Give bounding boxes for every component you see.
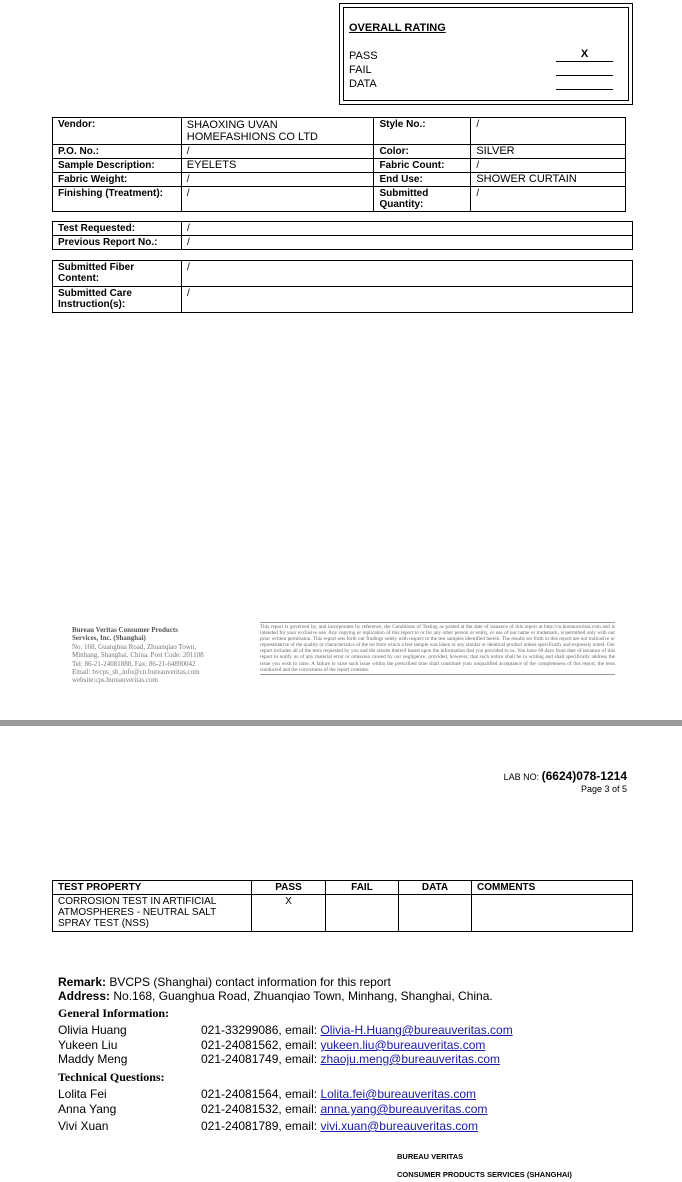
technical-questions-heading: Technical Questions: xyxy=(58,1070,165,1084)
submitted-quantity-value: / xyxy=(471,187,626,212)
header-data: DATA xyxy=(399,881,472,895)
rating-data-label: DATA xyxy=(349,78,377,90)
fabric-weight-value: / xyxy=(181,173,374,187)
contact-info xyxy=(201,1038,485,1052)
rating-data-mark xyxy=(556,76,613,90)
rating-fail-label: FAIL xyxy=(349,64,372,76)
contact-email-link[interactable]: Olivia-H.Huang@bureauveritas.com xyxy=(320,1023,513,1037)
bv-footer-line1: BUREAU VERITAS xyxy=(397,1152,464,1161)
po-label: P.O. No.: xyxy=(53,145,182,159)
finishing-value: / xyxy=(181,187,374,212)
test-requested-label: Test Requested: xyxy=(53,222,182,236)
contact-name: Maddy Meng xyxy=(58,1052,128,1066)
previous-report-value: / xyxy=(182,236,633,250)
contact-email-link[interactable]: vivi.xuan@bureauveritas.com xyxy=(320,1119,479,1133)
contact-name: Olivia Huang xyxy=(58,1023,127,1037)
color-label: Color: xyxy=(374,145,471,159)
contact-phone: 021-24081532, email: xyxy=(201,1102,318,1116)
fail-cell xyxy=(326,895,399,932)
remark-text: BVCPS (Shanghai) contact information for this report xyxy=(109,975,391,989)
address-line1: No. 168, Guanghua Road, Zhuanqiao Town, xyxy=(72,642,197,651)
contact-name: Vivi Xuan xyxy=(58,1119,109,1133)
lab-no-value: (6624)078-1214 xyxy=(541,769,627,783)
page-number: Page 3 of 5 xyxy=(580,784,627,794)
comments-cell xyxy=(472,895,633,932)
contact-phone: 021-24081564, email: xyxy=(201,1087,318,1101)
contact-email-link[interactable]: yukeen.liu@bureauveritas.com xyxy=(320,1038,486,1052)
overall-rating-title: OVERALL RATING xyxy=(349,22,446,34)
bv-company-address-block xyxy=(72,626,257,685)
footer-email: Email: bvcps_sh_info@cn.bureauveritas.com xyxy=(72,668,200,677)
company-line1: Bureau Veritas Consumer Products xyxy=(72,626,178,634)
finishing-label: Finishing (Treatment): xyxy=(53,187,182,212)
end-use-label: End Use: xyxy=(374,173,471,187)
style-value: / xyxy=(471,118,626,145)
fabric-count-label: Fabric Count: xyxy=(374,159,471,173)
care-instruction-value: / xyxy=(182,287,633,313)
sample-description-label: Sample Description: xyxy=(53,159,182,173)
contact-email-link[interactable]: Lolita.fei@bureauveritas.com xyxy=(320,1087,477,1101)
contact-email-link[interactable]: anna.yang@bureauveritas.com xyxy=(320,1102,488,1116)
data-cell xyxy=(399,895,472,932)
rating-pass-label: PASS xyxy=(349,50,378,62)
footer-website: website:cps.bureauveritas.com xyxy=(72,676,158,685)
color-value: SILVER xyxy=(471,145,626,159)
contact-phone: 021-24081789, email: xyxy=(201,1119,318,1133)
vendor-label: Vendor: xyxy=(53,118,182,145)
submitted-quantity-label: Submitted Quantity: xyxy=(374,187,471,212)
address-line2: Minhang, Shanghai, China. Post Code: 201108 xyxy=(72,651,204,660)
tel-fax: Tel: 86-21-24081888, Fax: 86-21-64890042 xyxy=(72,659,196,668)
sample-info-table xyxy=(52,117,626,212)
contact-name: Yukeen Liu xyxy=(58,1038,118,1052)
header-test-property: TEST PROPERTY xyxy=(53,881,252,895)
test-requested-value: / xyxy=(182,222,633,236)
company-line2: Services, Inc. (Shanghai) xyxy=(72,634,146,643)
contact-phone: 021-24081562, email: xyxy=(201,1038,318,1052)
test-info-table xyxy=(52,221,633,250)
test-property-cell: CORROSION TEST IN ARTIFICIAL ATMOSPHERES - NEUTRAL SALT SPRAY TEST (NSS) xyxy=(53,895,252,932)
end-use-value: SHOWER CURTAIN xyxy=(471,173,626,187)
test-results-table xyxy=(52,880,633,932)
address-line xyxy=(58,989,493,1003)
care-instruction-label: Submitted Care Instruction(s): xyxy=(53,287,182,313)
contact-info xyxy=(201,1119,478,1133)
contact-info xyxy=(201,1087,476,1101)
po-value: / xyxy=(181,145,374,159)
fabric-weight-label: Fabric Weight: xyxy=(53,173,182,187)
contact-info xyxy=(201,1023,513,1037)
overall-rating-box xyxy=(339,3,633,105)
lab-number xyxy=(504,769,627,783)
header-comments: COMMENTS xyxy=(472,881,633,895)
contact-phone: 021-24081749, email: xyxy=(201,1052,318,1066)
rating-fail-mark xyxy=(556,62,613,76)
address-label: Address: xyxy=(58,989,111,1003)
contact-name: Anna Yang xyxy=(58,1102,117,1116)
remark-line xyxy=(58,975,391,989)
lab-no-label: LAB NO: xyxy=(503,772,540,782)
table-row xyxy=(53,895,633,932)
header-pass: PASS xyxy=(252,881,326,895)
page-separator xyxy=(0,720,682,726)
fiber-content-value: / xyxy=(182,261,633,287)
fiber-info-table xyxy=(52,260,633,313)
header-fail: FAIL xyxy=(326,881,399,895)
sample-description-value: EYELETS xyxy=(181,159,374,173)
rating-pass-mark: X xyxy=(556,48,613,62)
vendor-value: SHAOXING UVAN HOMEFASHIONS CO LTD xyxy=(181,118,374,145)
contact-phone: 021-33299086, email: xyxy=(201,1023,318,1037)
style-label: Style No.: xyxy=(374,118,471,145)
contact-info xyxy=(201,1052,500,1066)
previous-report-label: Previous Report No.: xyxy=(53,236,182,250)
legal-disclaimer: This report is governed by, and incorporates by reference, the Conditions of Testing as posted at the date of issuance of this report at http://cn.bureauveritas.com and is intended for your exclusive use. Any copying or replication of this report to or for any other person or entity, or use of our name or trademark, is permitted only with our prior written permission. This report sets forth our findings solely with respect to the test samples identified herein. The results set forth in this report are not indicative or representative of the quality or characteristics of the lot from which a test sample was taken or any similar or identical product unless specifically and expressly noted. Our report includes all of the tests requested by you and the results thereof based upon the information that you provided to us. You have 60 days from date of issuance of this report to notify us of any material error or omission caused by our negligence, provided, however, that such notice shall be in writing and shall specifically address the issue you wish to raise. A failure to raise such issue within the prescribed time shall constitute your unqualified acceptance of the completeness of this report, the tests conducted and the correctness of the report contents. xyxy=(260,622,615,675)
fiber-content-label: Submitted Fiber Content: xyxy=(53,261,182,287)
address-text: No.168, Guanghua Road, Zhuanqiao Town, Minhang, Shanghai, China. xyxy=(113,989,493,1003)
contact-info xyxy=(201,1102,487,1116)
remark-label: Remark: xyxy=(58,975,107,989)
contact-email-link[interactable]: zhaoju.meng@bureauveritas.com xyxy=(320,1052,501,1066)
pass-cell: X xyxy=(252,895,326,932)
bv-footer-line2: CONSUMER PRODUCTS SERVICES (SHANGHAI) xyxy=(397,1170,572,1179)
general-information-heading: General Information: xyxy=(58,1006,169,1020)
fabric-count-value: / xyxy=(471,159,626,173)
contact-name: Lolita Fei xyxy=(58,1087,107,1101)
